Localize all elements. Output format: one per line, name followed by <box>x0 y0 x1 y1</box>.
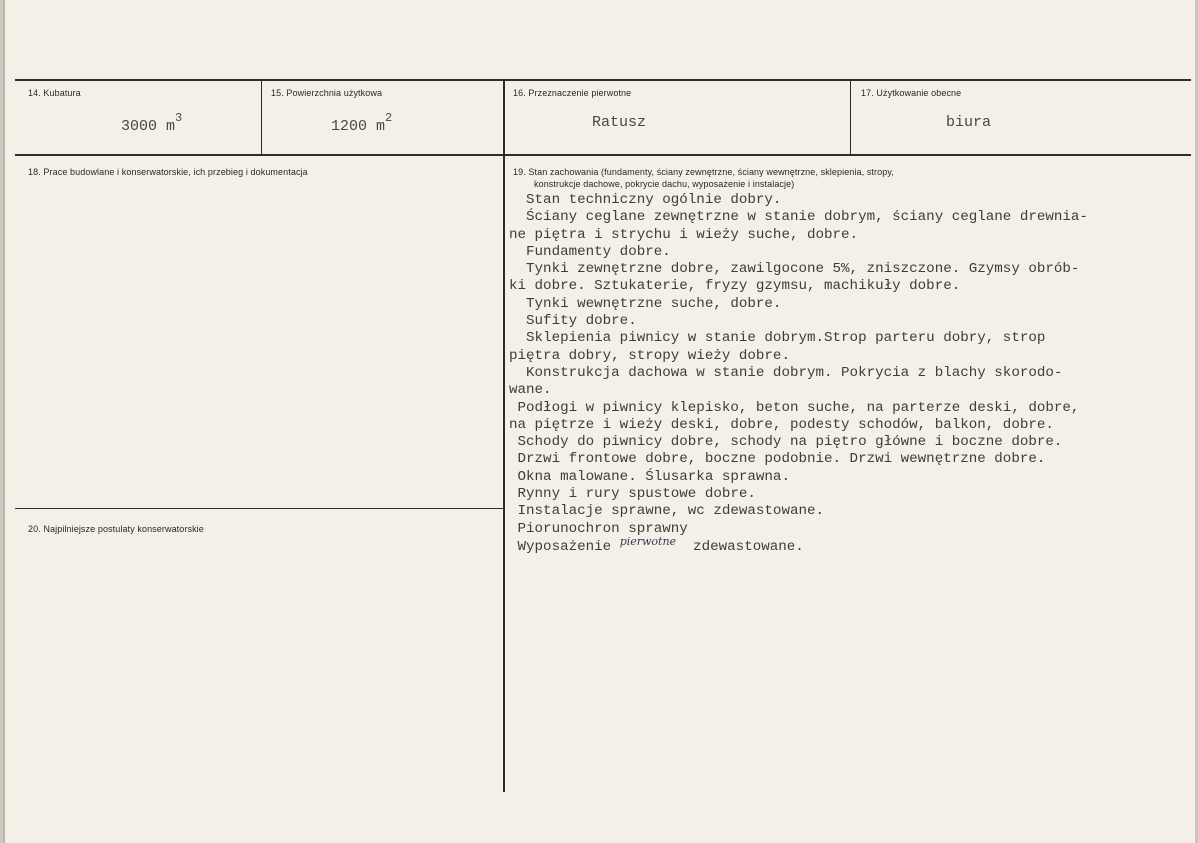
typed-line: na piętrze i wieży deski, dobre, podesty schodów, balkon, dobre. <box>509 416 1054 433</box>
typed-line: Tynki zewnętrzne dobre, zawilgocone 5%, zniszczone. Gzymsy obrób- <box>509 261 1080 278</box>
typed-line: ki dobre. Sztukaterie, fryzy gzymsu, machikuły dobre. <box>509 278 961 295</box>
typed-line: wane. <box>509 382 552 399</box>
kubatura-exponent: 3 <box>175 111 183 125</box>
powierzchnia-label: 15. Powierzchnia użytkowa <box>271 88 383 98</box>
typed-line: Rynny i rury spustowe dobre. <box>509 486 756 503</box>
typed-line: Fundamenty dobre. <box>509 243 671 260</box>
typed-line: Sufity dobre. <box>509 313 637 330</box>
powierzchnia-value <box>331 111 393 135</box>
typed-line: Stan techniczny ogólnie dobry. <box>509 192 782 208</box>
prace-budowlane-label: 18. Prace budowlane i konserwatorskie, ich przebieg i dokumentacja <box>28 167 308 177</box>
uzytkowanie-label: 17. Użytkowanie obecne <box>861 88 962 98</box>
divider-15-16 <box>503 80 505 792</box>
stan-zachowania-typed-text <box>509 192 1189 555</box>
stan-zachowania-label-line1: 19. Stan zachowania (fundamenty, ściany zewnętrzne, ściany wewnętrzne, sklepienia, stropy, <box>513 167 894 177</box>
typed-line: Okna malowane. Ślusarka sprawna. <box>509 468 790 485</box>
typed-line: piętra dobry, stropy wieży dobre. <box>509 347 790 364</box>
divider-16-17 <box>850 80 851 155</box>
middle-rule <box>15 154 1191 156</box>
powierzchnia-number: 1200 m <box>331 118 386 135</box>
typed-line: Schody do piwnicy dobre, schody na piętro główne i boczne dobre. <box>509 434 1063 451</box>
scan-edge-left <box>3 0 5 843</box>
powierzchnia-exponent: 2 <box>385 111 393 125</box>
przeznaczenie-label: 16. Przeznaczenie pierwotne <box>513 88 632 98</box>
handwritten-annotation: pierwotne <box>619 534 677 548</box>
kubatura-value <box>121 111 183 135</box>
kubatura-label: 14. Kubatura <box>28 88 81 98</box>
przeznaczenie-value: Ratusz <box>592 114 647 131</box>
postulaty-label: 20. Najpilniejsze postulaty konserwatorskie <box>28 524 204 534</box>
typed-line: ne piętra i strychu i wieży suche, dobre. <box>509 226 859 243</box>
typed-line-last <box>509 534 1189 555</box>
typed-line: Piorunochron sprawny <box>509 520 688 537</box>
typed-line: Instalacje sprawne, wc zdewastowane. <box>509 503 825 520</box>
typed-line: Ściany ceglane zewnętrzne w stanie dobrym, ściany ceglane drewnia- <box>509 209 1088 226</box>
typed-line: Tynki wewnętrzne suche, dobre. <box>509 295 782 312</box>
stan-zachowania-label-line2: konstrukcje dachowe, pokrycie dachu, wyposażenie i instalacje) <box>534 179 795 189</box>
divider-14-15 <box>261 80 262 155</box>
typed-line: Podłogi w piwnicy klepisko, beton suche, na parterze deski, dobre, <box>509 399 1080 416</box>
section-18-20-divider <box>15 508 504 509</box>
top-rule <box>15 79 1191 81</box>
typed-line: Sklepienia piwnicy w stanie dobrym.Strop parteru dobry, strop <box>509 330 1046 347</box>
wyposazenie-suffix: zdewastowane. <box>676 538 804 555</box>
typed-line: Konstrukcja dachowa w stanie dobrym. Pokrycia z blachy skorodo- <box>509 364 1063 381</box>
wyposazenie-prefix: Wyposażenie <box>509 538 620 555</box>
uzytkowanie-value: biura <box>946 114 992 131</box>
kubatura-number: 3000 m <box>121 118 176 135</box>
typed-line: Drzwi frontowe dobre, boczne podobnie. Drzwi wewnętrzne dobre. <box>509 451 1046 468</box>
